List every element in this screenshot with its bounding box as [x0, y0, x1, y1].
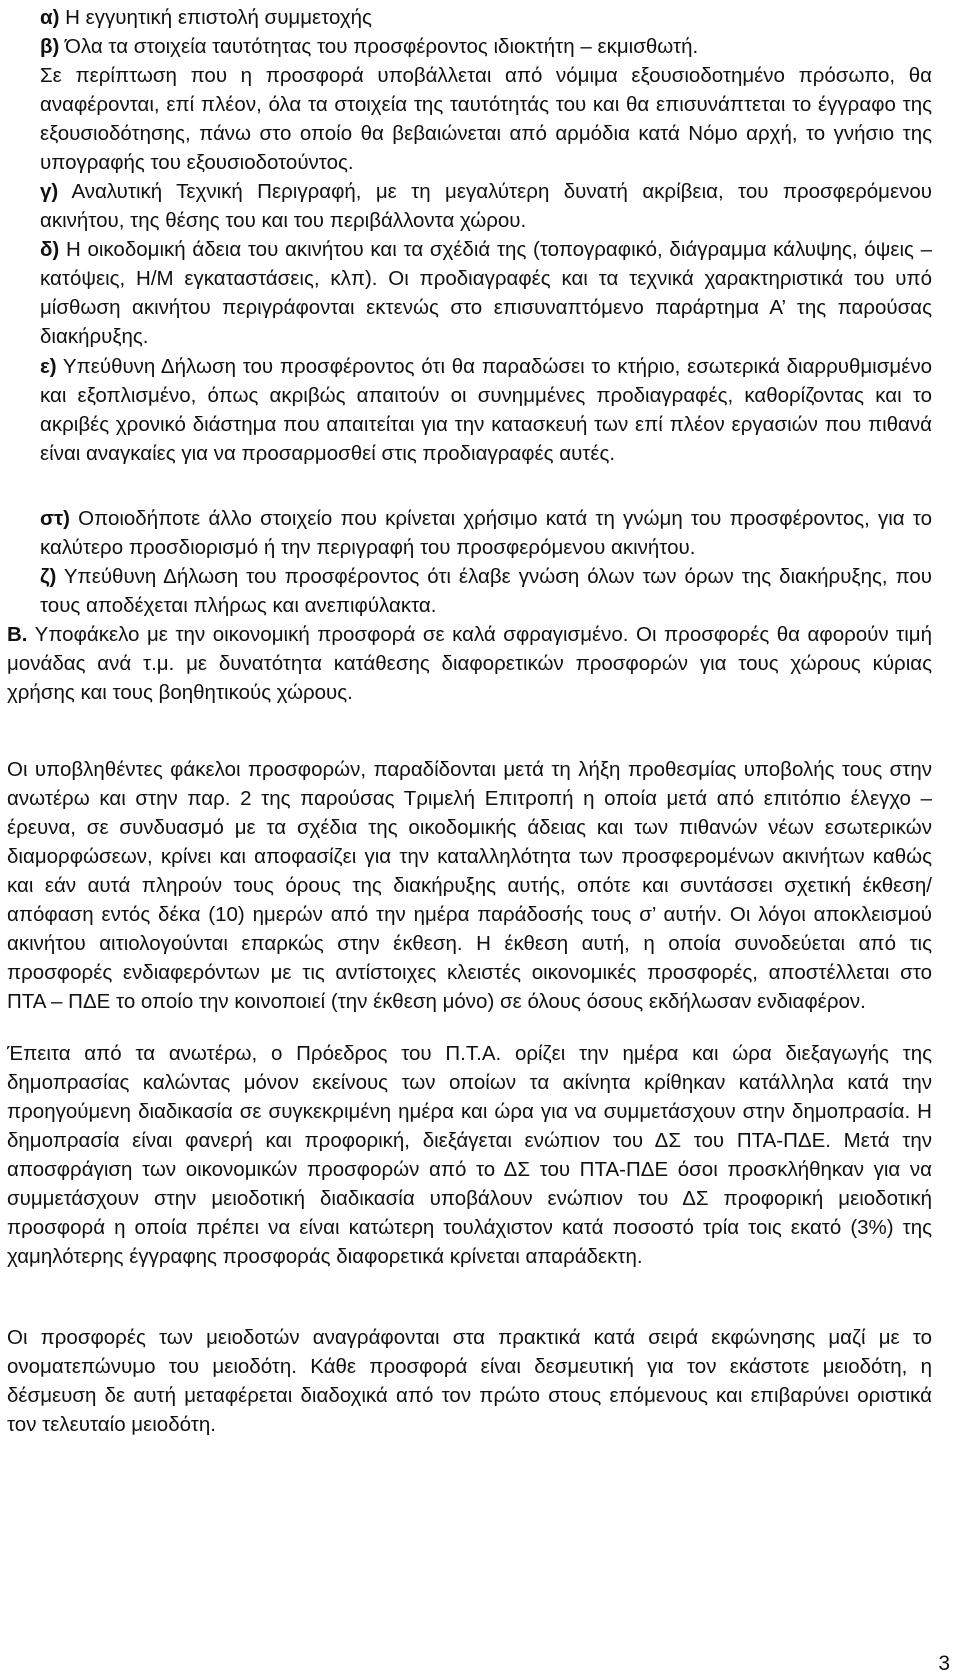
item-a — [40, 3, 932, 32]
item-c-text: Αναλυτική Τεχνική Περιγραφή, με τη μεγαλύτερη δυνατή ακρίβεια, του προσφερόμενου ακινήτου, της θέσης του και του περιβάλλοντα χώρου. — [40, 180, 932, 232]
item-st — [40, 504, 932, 562]
item-a-text: Η εγγυητική επιστολή συμμετοχής — [65, 6, 372, 29]
item-d-text: Η οικοδομική άδεια του ακινήτου και τα σχέδιά της (τοπογραφικό, διάγραμμα κάλυψης, όψεις – κατόψεις, Η/Μ εγκαταστάσεις, κλπ). Οι προδιαγραφές και τα τεχνικά χαρακτηριστικά του υπό μίσθωση ακινήτου περιγράφονται εκτενώς στο επισυναπτόμενο παράρτημα Α’ της παρούσας διακήρυξης. — [40, 238, 932, 348]
item-e-text: Υπεύθυνη Δήλωση του προσφέροντος ότι θα παραδώσει το κτήριο, εσωτερικά διαρρυθμισμένο και εξοπλισμένο, όπως ακριβώς απαιτούν οι συνημμένες προδιαγραφές, καθορίζοντας και το ακριβές χρονικό διάστημα που απαιτείται για την κατασκευή των επί πλέον εργασιών που πιθανά είναι αναγκαίες για να προσαρμοσθεί στις προδιαγραφές αυτές. — [40, 355, 932, 465]
item-b-text: Όλα τα στοιχεία ταυτότητας του προσφέροντος ιδιοκτήτη – εκμισθωτή. — [65, 35, 699, 58]
paragraph-2: Έπειτα από τα ανωτέρω, ο Πρόεδρος του Π.Τ.Α. ορίζει την ημέρα και ώρα διεξαγωγής της δημοπρασίας καλώντας μόνον εκείνους των οποίων τα ακίνητα κρίθηκαν κατάλληλα κατά την προηγούμενη διαδικασία σε συγκεκριμένη ημέρα και ώρα για να συμμετάσχουν στην δημοπρασία. Η δημοπρασία είναι φανερή και προφορική, διεξάγεται ενώπιον του ΔΣ του ΠΤΑ-ΠΔΕ. Μετά την αποσφράγιση των οικονομικών προσφορών από το ΔΣ του ΠΤΑ-ΠΔΕ όσοι προσκλήθηκαν για να συμμετάσχουν στην μειοδοτική διαδικασία υποβάλουν ενώπιον του ΔΣ προφορική μειοδοτική προσφορά η οποία πρέπει να είναι κατώτερη τουλάχιστον κατά ποσοστό τρία τοις εκατό (3%) της χαμηλότερης έγγραφης προσφοράς διαφορετικά κρίνεται απαράδεκτη. — [7, 1042, 932, 1268]
item-z — [40, 562, 932, 620]
section-b-text: Υποφάκελο με την οικονομική προσφορά σε καλά σφραγισμένο. Οι προσφορές θα αφορούν τιμή μονάδας ανά τ.μ. με δυνατότητα κατάθεσης διαφορετικών προσφορών για τους χώρους κύριας χρήσης και τους βοηθητικούς χώρους. — [7, 623, 932, 704]
section-b-label: Β. — [7, 623, 28, 646]
item-z-label: ζ) — [40, 565, 57, 588]
item-st-text: Οποιοδήποτε άλλο στοιχείο που κρίνεται χρήσιμο κατά τη γνώμη του προσφέροντος, για το καλύτερο προσδιορισμό ή την περιγραφή του προσφερόμενου ακινήτου. — [40, 507, 932, 559]
item-b-label: β) — [40, 35, 60, 58]
page-number: 3 — [938, 1652, 950, 1675]
paragraph-1: Οι υποβληθέντες φάκελοι προσφορών, παραδίδονται μετά τη λήξη προθεσμίας υποβολής τους στην ανωτέρω και στην παρ. 2 της παρούσας Τριμελή Επιτροπή η οποία μετά από επιτόπιο έλεγχο – έρευνα, σε συνδυασμό με τα σχέδια της οικοδομικής άδειας και των πιθανών νέων εσωτερικών διαμορφώσεων, κρίνει και αποφασίζει για την καταλληλότητα των προσφερομένων ακινήτων καθώς και εάν αυτά πληρούν τους όρους της διακήρυξης αυτής, οπότε και συντάσσει σχετική έκθεση/απόφαση εντός δέκα (10) ημερών από την ημέρα παράδοσής τους σ’ αυτήν. Οι λόγοι αποκλεισμού ακινήτου αιτιολογούνται επαρκώς στην έκθεση. Η έκθεση αυτή, η οποία συνοδεύεται από τις προσφορές ενδιαφερόντων με τις αντίστοιχες κλειστές οικονομικές προσφορές, αποστέλλεται στο ΠΤΑ – ΠΔΕ το οποίο την κοινοποιεί (την έκθεση μόνο) σε όλους όσους εκδήλωσαν ενδιαφέρον. — [7, 758, 932, 1013]
item-b-extra: Σε περίπτωση που η προσφορά υποβάλλεται από νόμιμα εξουσιοδοτημένο πρόσωπο, θα αναφέρονται, επί πλέον, όλα τα στοιχεία της ταυτότητάς του και θα επισυνάπτεται το έγγραφο της εξουσιοδότησης, πάνω στο οποίο θα βεβαιώνεται από αρμόδια κατά Νόμο αρχή, το γνήσιο της υπογραφής του εξουσιοδοτούντος. — [40, 64, 932, 174]
item-c-label: γ) — [40, 180, 59, 203]
item-d-label: δ) — [40, 238, 60, 261]
section-b — [7, 620, 932, 707]
item-e-label: ε) — [40, 355, 57, 378]
item-e — [40, 352, 932, 468]
item-d — [40, 235, 932, 351]
paragraph-3: Οι προσφορές των μειοδοτών αναγράφονται στα πρακτικά κατά σειρά εκφώνησης μαζί με το ονοματεπώνυμο του μειοδότη. Κάθε προσφορά είναι δεσμευτική για τον εκάστοτε μειοδότη, η δέσμευση δε αυτή μεταφέρεται διαδοχικά από τον πρώτο στους επόμενους και επιβαρύνει οριστικά τον τελευταίο μειοδότη. — [7, 1326, 932, 1436]
item-a-label: α) — [40, 6, 60, 29]
item-c — [40, 177, 932, 235]
item-st-label: στ) — [40, 507, 70, 530]
item-b-line — [40, 32, 932, 61]
item-z-text: Υπεύθυνη Δήλωση του προσφέροντος ότι έλαβε γνώση όλων των όρων της διακήρυξης, που τους αποδέχεται πλήρως και ανεπιφύλακτα. — [40, 565, 932, 617]
